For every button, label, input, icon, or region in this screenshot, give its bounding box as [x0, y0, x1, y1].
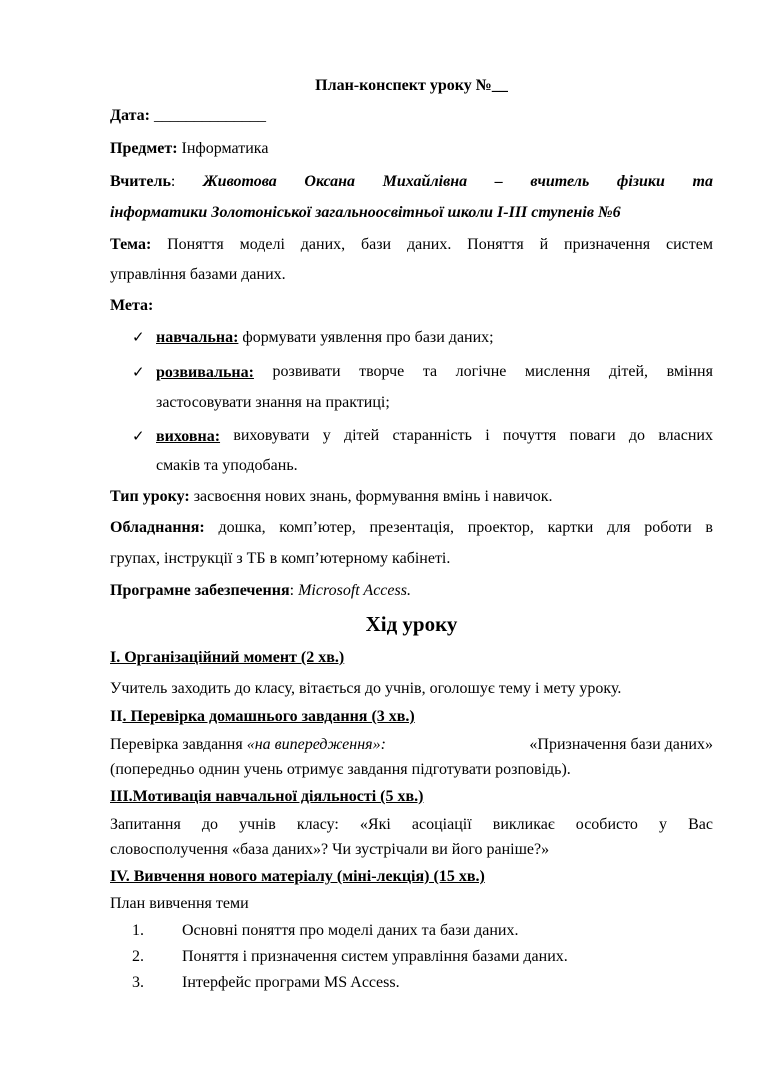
- teacher-word: фізики: [616, 173, 665, 190]
- teacher-colon: :: [170, 173, 176, 190]
- lesson-type-value: засвоєння нових знань, формування вмінь і навичок.: [189, 488, 553, 505]
- section-3-line-2: словосполучення «база даних»? Чи зустрічали ви його раніше?»: [110, 841, 550, 858]
- teacher-word: вчитель: [530, 173, 590, 190]
- date-label: Дата:: [110, 107, 150, 124]
- topic-word: Поняття: [467, 236, 524, 253]
- equipment-word: для: [607, 519, 631, 536]
- equipment-word: роботи: [644, 519, 692, 536]
- section-3-word: Запитання: [110, 816, 181, 833]
- goal-word: старанність: [392, 427, 472, 444]
- section-2-title: [110, 707, 713, 727]
- section-3-word: «Які: [359, 816, 391, 833]
- topic-word: систем: [665, 236, 713, 253]
- equipment-word: дошка,: [218, 519, 266, 536]
- list-item-text: Інтерфейс програми MS Access.: [182, 974, 400, 991]
- topic-word: бази: [360, 236, 392, 253]
- equipment-line-1: [110, 518, 713, 538]
- list-item: [132, 921, 713, 941]
- list-item-number: 1.: [132, 922, 144, 939]
- goal-item-text: формувати уявлення про бази даних;: [238, 329, 494, 346]
- goal-item-continuation: смаків та уподобань.: [156, 457, 298, 474]
- checkmark-icon: ✓: [132, 328, 145, 346]
- list-item-text: Поняття і призначення систем управління базами даних.: [182, 948, 568, 965]
- section-4-title: ІV. Вивчення нового матеріалу (міні-лекція) (15 хв.): [110, 868, 485, 885]
- lesson-progress-heading: Хід уроку: [365, 612, 458, 636]
- section-3-word: учнів: [239, 816, 276, 833]
- section-3-word: класу:: [296, 816, 339, 833]
- subject-line: [110, 139, 713, 159]
- goal-item-label: розвивальна:: [156, 364, 254, 381]
- equipment-word: презентація,: [369, 519, 454, 536]
- topic-word: даних.: [406, 236, 452, 253]
- section-2-line-2: (попередньо однин учень отримує завдання підготувати розповідь).: [110, 761, 571, 778]
- list-item: [132, 973, 713, 993]
- list-item: [132, 947, 713, 967]
- software-label: Програмне забезпечення: [110, 582, 290, 599]
- topic-label: Тема:: [110, 236, 152, 253]
- software-colon: :: [289, 582, 295, 599]
- subject-label: Предмет:: [110, 140, 178, 157]
- goal-word: логічне: [455, 363, 507, 380]
- section-2-text-a: Перевірка завдання: [110, 736, 247, 753]
- goal-item-continuation: застосовувати знання на практиці;: [156, 394, 390, 411]
- topic-word: моделі: [239, 236, 285, 253]
- lesson-type-label: Тип уроку:: [110, 488, 190, 505]
- teacher-word: Животова: [202, 173, 277, 190]
- teacher-word: Михайлівна: [382, 173, 468, 190]
- equipment-word: в: [705, 519, 713, 536]
- section-3-word: викликає: [492, 816, 555, 833]
- lesson-type-line: [110, 487, 713, 507]
- teacher-line-1: [110, 172, 713, 192]
- date-value: ______________: [149, 107, 266, 124]
- goal-item-developmental: [132, 362, 713, 383]
- equipment-word: картки: [547, 519, 594, 536]
- subject-value: Інформатика: [177, 140, 269, 157]
- section-1-text: Учитель заходить до класу, вітається до учнів, оголошує тему і мету уроку.: [110, 680, 622, 697]
- software-value: Microsoft Access.: [294, 582, 411, 599]
- date-line: [110, 106, 713, 126]
- goal-item-label: навчальна:: [156, 329, 239, 346]
- topic-word: й: [539, 236, 549, 253]
- goal-word: у: [322, 427, 331, 444]
- goal-word: дітей,: [608, 363, 649, 380]
- section-3-line-1: [110, 815, 713, 835]
- section-2-text-c: «Призначення бази даних»: [529, 736, 713, 753]
- goal-label: Мета:: [110, 297, 154, 314]
- goal-word: творче: [359, 363, 405, 380]
- goal-word: мислення: [524, 363, 591, 380]
- section-3-word: асоціації: [411, 816, 472, 833]
- teacher-word: та: [692, 173, 713, 190]
- section-3-word: до: [201, 816, 219, 833]
- section-2-line-1: [110, 735, 713, 755]
- topic-word: Поняття: [167, 236, 224, 253]
- goal-word: і: [485, 427, 490, 444]
- list-item-number: 2.: [132, 948, 144, 965]
- goal-word: та: [422, 363, 438, 380]
- equipment-label: Обладнання:: [110, 519, 205, 536]
- software-line: [110, 581, 713, 601]
- section-2-title-prefix: ІІ: [110, 708, 123, 725]
- teacher-word: Оксана: [304, 173, 356, 190]
- list-item-number: 3.: [132, 974, 144, 991]
- section-2-title-rest: . Перевірка домашнього завдання (3 хв.): [122, 708, 415, 725]
- goal-item-label: виховна:: [156, 428, 221, 445]
- document-title: План-конспект уроку №__: [315, 77, 508, 94]
- goal-word: розвивати: [272, 363, 341, 380]
- teacher-line-2: інформатики Золотоніської загальноосвітньої школи І-ІІІ ступенів №6: [110, 204, 621, 221]
- teacher-label: Вчитель: [110, 173, 171, 190]
- equipment-word: проектор,: [467, 519, 534, 536]
- equipment-line-2: групах, інструкції з ТБ в комп’ютерному кабінеті.: [110, 550, 451, 567]
- teacher-word: –: [494, 173, 503, 190]
- checkmark-icon: ✓: [132, 363, 145, 381]
- section-3-word: у: [658, 816, 667, 833]
- section-3-word: Вас: [688, 816, 713, 833]
- section-3-word: особисто: [575, 816, 638, 833]
- checkmark-icon: ✓: [132, 427, 145, 445]
- topic-line-2: управління базами даних.: [110, 266, 286, 283]
- section-2-text-b: «на випередження»:: [246, 736, 386, 753]
- section-1-title: І. Організаційний момент (2 хв.): [110, 649, 345, 666]
- equipment-word: комп’ютер,: [279, 519, 356, 536]
- goal-item-upbringing: [132, 426, 713, 447]
- topic-word: призначення: [564, 236, 651, 253]
- goal-word: вміння: [666, 363, 713, 380]
- goal-word: власних: [658, 427, 713, 444]
- goal-word: дітей: [343, 427, 380, 444]
- topic-word: даних,: [300, 236, 346, 253]
- goal-word: почуття: [502, 427, 557, 444]
- list-item-text: Основні поняття про моделі даних та бази даних.: [182, 922, 519, 939]
- goal-word: поваги: [569, 427, 616, 444]
- goal-word: виховувати: [233, 427, 310, 444]
- plan-label: План вивчення теми: [110, 895, 249, 912]
- topic-line-1: [110, 235, 713, 255]
- goal-word: до: [628, 427, 646, 444]
- section-3-title: ІІІ.Мотивація навчальної діяльності (5 хв.): [110, 788, 424, 805]
- goal-item-educational: [132, 327, 713, 348]
